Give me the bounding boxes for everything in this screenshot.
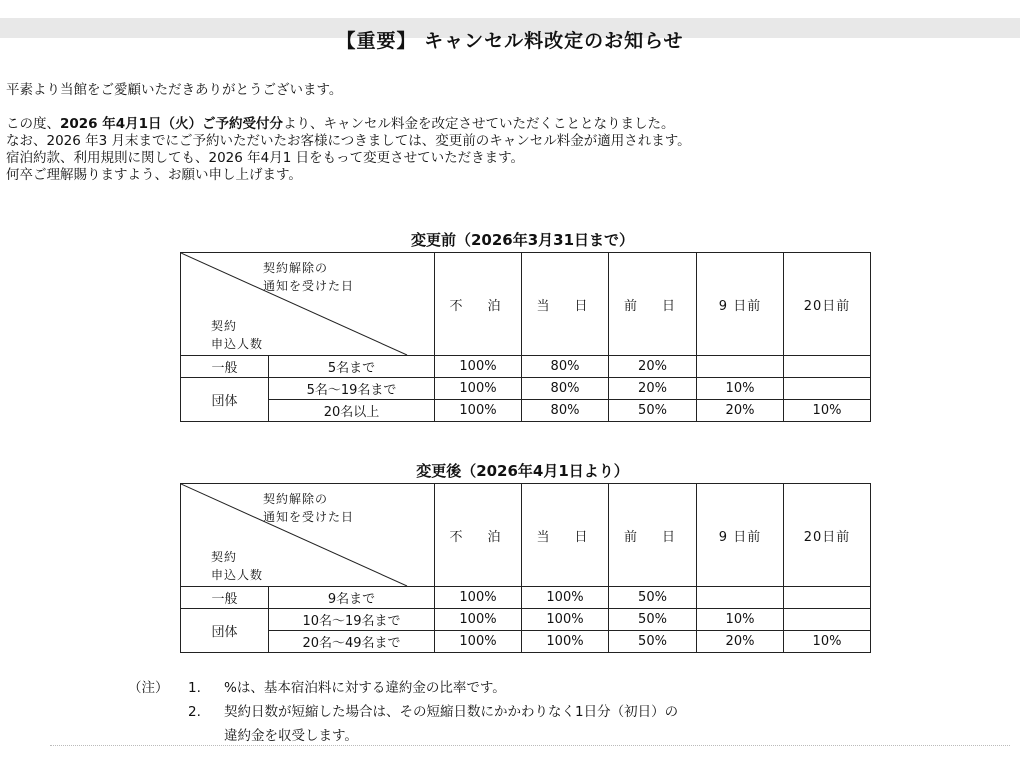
range-cell: 10名～19名まで	[269, 609, 435, 631]
value-cell: 20%	[697, 631, 784, 653]
value-cell: 80%	[522, 400, 609, 422]
range-cell: 5名～19名まで	[269, 378, 435, 400]
note-text: 契約日数が短縮した場合は、その短縮日数にかかわりなく1日分（初日）の	[224, 704, 679, 720]
value-cell: 100%	[435, 609, 522, 631]
value-cell: 50%	[609, 400, 697, 422]
value-cell: 10%	[697, 378, 784, 400]
column-header: 不 泊	[435, 484, 522, 587]
divider	[50, 745, 1010, 746]
value-cell: 20%	[609, 378, 697, 400]
intro-line-1	[6, 116, 675, 133]
intro-line-2: なお、2026 年3 月末までにご予約いただいたお客様につきましては、変更前のキャンセル料金が適用されます。	[6, 133, 691, 149]
value-cell: 100%	[522, 631, 609, 653]
intro-line-4: 何卒ご理解賜りますよう、お願い申し上げます。	[6, 167, 302, 183]
page-title: 【重要】 キャンセル料改定のお知らせ	[336, 30, 684, 52]
value-cell: 10%	[697, 609, 784, 631]
diag-top-line-1: 契約解除の	[263, 261, 329, 275]
value-cell	[784, 609, 871, 631]
diag-bottom-line-2: 申込人数	[211, 337, 264, 351]
note-text-continued: 違約金を収受します。	[224, 728, 358, 744]
diag-bottom-line-1: 契約	[211, 319, 238, 333]
value-cell: 100%	[435, 356, 522, 378]
range-cell: 20名以上	[269, 400, 435, 422]
column-header: 前 日	[609, 484, 697, 587]
after-table	[180, 483, 871, 653]
before-table	[180, 252, 871, 422]
value-cell: 20%	[697, 400, 784, 422]
notes-label: （注）	[128, 680, 169, 696]
category-group: 団体	[181, 378, 269, 422]
diag-top-line-1: 契約解除の	[263, 492, 329, 506]
diag-top-label	[263, 259, 354, 295]
value-cell: 20%	[609, 356, 697, 378]
value-cell	[697, 587, 784, 609]
after-table-caption: 変更後（2026年4月1日より）	[416, 462, 629, 480]
value-cell: 100%	[435, 631, 522, 653]
table-row	[181, 378, 871, 400]
value-cell	[784, 587, 871, 609]
value-cell: 100%	[435, 400, 522, 422]
value-cell: 50%	[609, 631, 697, 653]
note-number: 1.	[188, 680, 201, 696]
header-diagonal-cell	[181, 484, 435, 587]
diag-bottom-label	[211, 317, 263, 353]
value-cell: 100%	[435, 587, 522, 609]
column-header: 前 日	[609, 253, 697, 356]
table-row	[181, 587, 871, 609]
column-header: 当 日	[522, 253, 609, 356]
table-row	[181, 609, 871, 631]
value-cell: 100%	[522, 587, 609, 609]
diag-bottom-line-2: 申込人数	[211, 568, 264, 582]
value-cell: 80%	[522, 378, 609, 400]
intro-line-1-suffix: より、キャンセル料金を改定させていただくこととなりました。	[283, 116, 675, 132]
intro-line-3: 宿泊約款、利用規則に関しても、2026 年4月1 日をもって変更させていただきます。	[6, 150, 525, 166]
value-cell	[697, 356, 784, 378]
category-general: 一般	[181, 356, 269, 378]
diag-bottom-label	[211, 548, 263, 584]
column-header: 不 泊	[435, 253, 522, 356]
diag-bottom-line-1: 契約	[211, 550, 238, 564]
note-number: 2.	[188, 704, 201, 720]
intro-line-1-bold: 2026 年4月1日（火）ご予約受付分	[60, 116, 284, 132]
category-group: 団体	[181, 609, 269, 653]
intro-line-1-prefix: この度、	[6, 116, 60, 132]
column-header: 9 日前	[697, 253, 784, 356]
column-header: 20日前	[784, 484, 871, 587]
before-table-caption: 変更前（2026年3月31日まで）	[410, 231, 635, 249]
greeting: 平素より当館をご愛顧いただきありがとうございます。	[6, 82, 343, 98]
header-diagonal-cell	[181, 253, 435, 356]
value-cell	[784, 356, 871, 378]
table-row	[181, 400, 871, 422]
value-cell: 100%	[522, 609, 609, 631]
category-general: 一般	[181, 587, 269, 609]
value-cell: 80%	[522, 356, 609, 378]
value-cell: 50%	[609, 587, 697, 609]
note-text: %は、基本宿泊料に対する違約金の比率です。	[224, 680, 506, 696]
diag-top-label	[263, 490, 354, 526]
diag-top-line-2: 通知を受けた日	[263, 510, 355, 524]
diag-top-line-2: 通知を受けた日	[263, 279, 355, 293]
column-header: 当 日	[522, 484, 609, 587]
range-cell: 20名～49名まで	[269, 631, 435, 653]
column-header: 9 日前	[697, 484, 784, 587]
column-header: 20日前	[784, 253, 871, 356]
range-cell: 5名まで	[269, 356, 435, 378]
range-cell: 9名まで	[269, 587, 435, 609]
value-cell	[784, 378, 871, 400]
value-cell: 100%	[435, 378, 522, 400]
table-row	[181, 356, 871, 378]
value-cell: 10%	[784, 631, 871, 653]
value-cell: 10%	[784, 400, 871, 422]
table-row	[181, 631, 871, 653]
value-cell: 50%	[609, 609, 697, 631]
